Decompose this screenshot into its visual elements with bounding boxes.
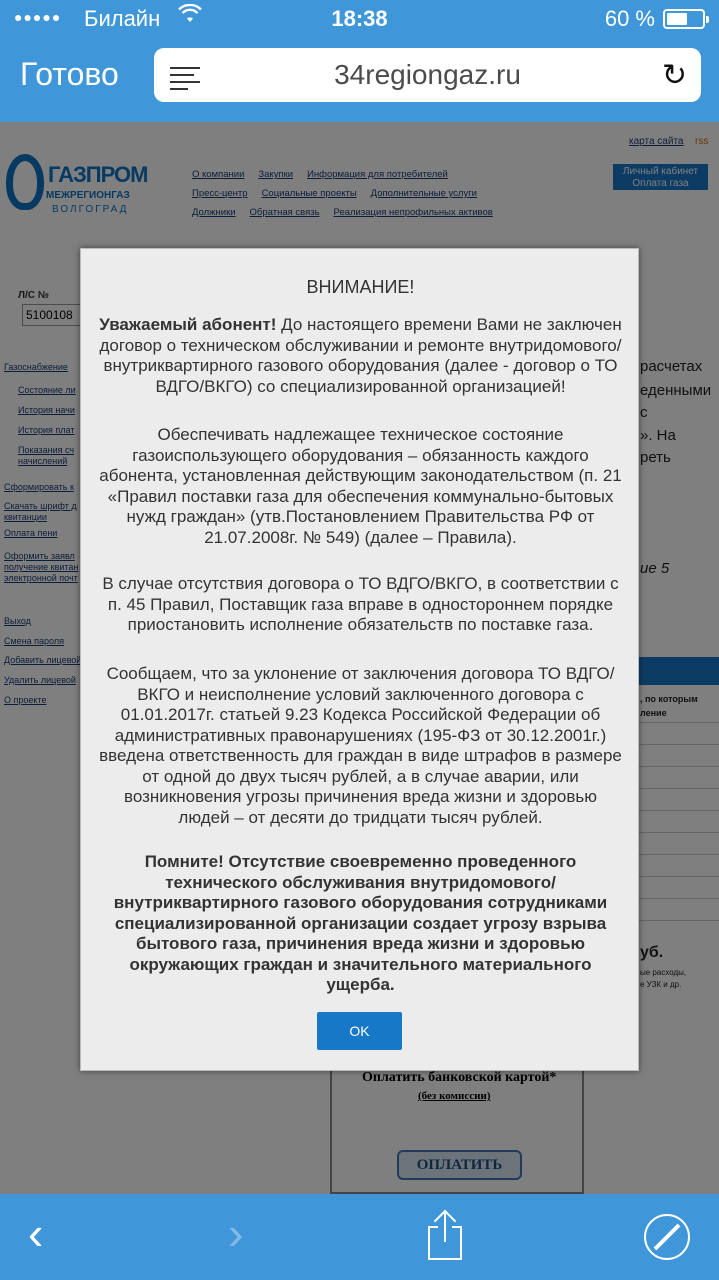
compass-icon[interactable] (644, 1214, 690, 1260)
dialog-paragraph-1-text: До настоящего времени Вами не заключен договор о техническом обслуживании и ремонте внутридомового/внутриквартирного газового оборудования (далее - договор о ТО ВДГО/ВКГО) со специализированной организацией! (99, 315, 622, 396)
dialog-paragraph-4: Сообщаем, что за уклонение от заключения договора ТО ВДГО/ВКГО и неисполнение условий заключенного договора с 01.01.2017г. статьей 9.23 Кодекса Российской Федерации об административных правонарушениях (195-ФЗ от 30.12.2001г.) введена ответственность для граждан в виде штрафов в размере от одной до двух тысяч рублей, а в случае аварии, или возникновения угрозы причинения вреда жизни и здоровью людей – от десяти до тридцати тысяч рублей. (99, 664, 622, 827)
dialog-paragraph-1 (99, 315, 622, 397)
address-bar[interactable] (154, 48, 701, 102)
signal-icon: ●●●●● (14, 9, 62, 25)
battery-percent: 60 % (604, 6, 655, 31)
done-button[interactable]: Готово (20, 56, 119, 92)
status-time: 18:38 (331, 6, 388, 31)
url-text[interactable]: 34regiongaz.ru (334, 59, 521, 90)
carrier-name: Билайн (84, 6, 161, 31)
chevron-left-icon[interactable]: ‹ (28, 1207, 44, 1259)
dialog-paragraph-5: Помните! Отсутствие своевременно проведенного технического обслуживания внутридомового/внутриквартирного газового оборудования сотрудниками специализированной организации создает угрозу взрыва бытового газа, причинения вреда жизни и здоровью окружающих граждан и значительного материального ущерба. (113, 852, 608, 994)
reload-icon[interactable]: ↻ (661, 59, 687, 92)
dialog-paragraph-3: В случае отсутствия договора о ТО ВДГО/ВКГО, в соответствии с п. 45 Правил, Поставщик газа вправе в одностороннем порядке приостановить исполнение обязательств по поставке газа. (102, 574, 619, 634)
dialog-title: ВНИМАНИЕ! (306, 277, 415, 297)
dialog-greeting: Уважаемый абонент! (99, 315, 277, 334)
status-bar (0, 0, 719, 40)
chevron-right-icon[interactable]: › (228, 1207, 244, 1259)
share-icon[interactable] (426, 1212, 464, 1260)
battery-icon (663, 9, 705, 29)
browser-toolbar (0, 1194, 719, 1280)
browser-top-bar (0, 0, 719, 122)
warning-dialog (80, 248, 639, 1071)
ok-button[interactable]: OK (317, 1012, 402, 1050)
dialog-paragraph-2: Обеспечивать надлежащее техническое состояние газоиспользующего оборудования – обязанность каждого абонента, установленная действующим законодательством (п. 21 «Правил поставки газа для обеспечения коммунально-бытовых нужд граждан» (утв.Постановлением Правительства РФ от 21.07.2008г. № 549) (далее – Правила). (99, 425, 622, 547)
